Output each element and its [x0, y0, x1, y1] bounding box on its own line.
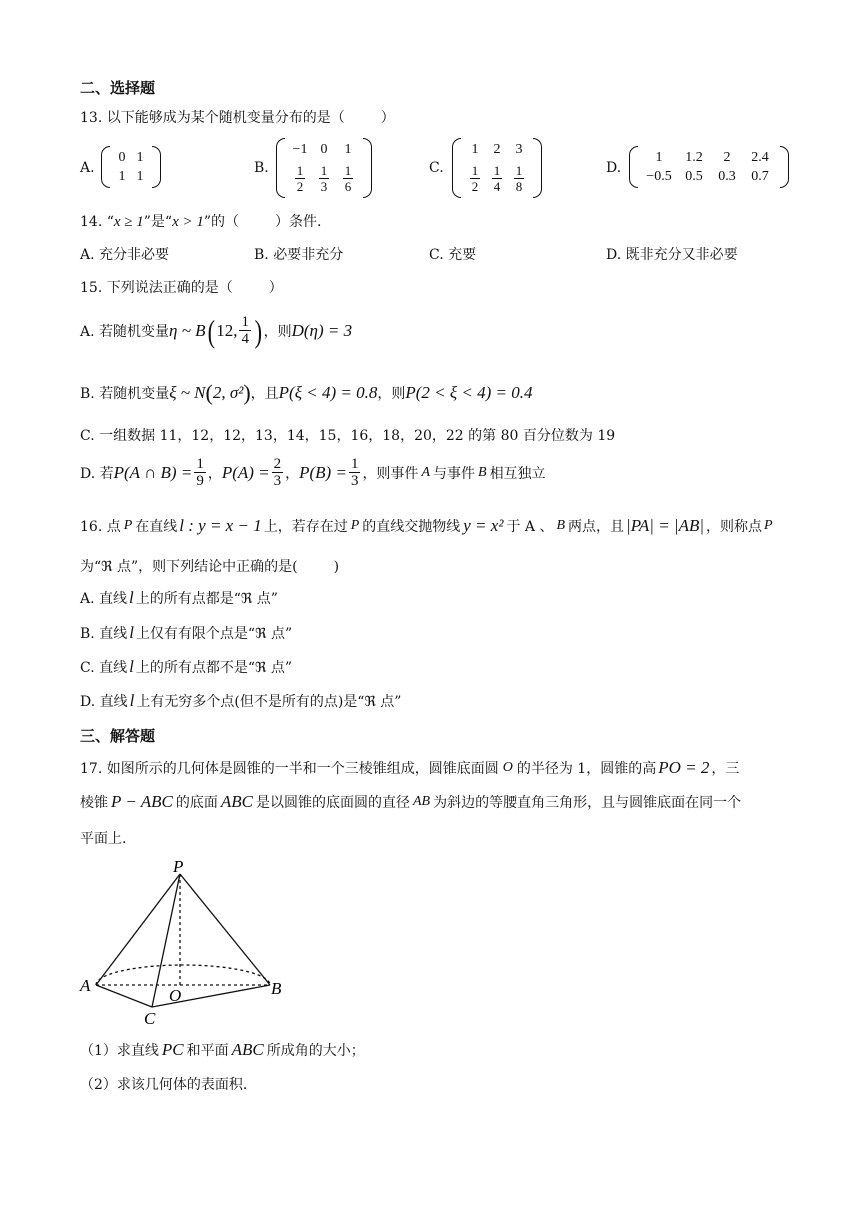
q16-option-b: B. 直线 l 上仅有有限个点是“ℜ 点”	[80, 623, 293, 642]
q17-subquestion-2: （2）求该几何体的表面积.	[80, 1077, 248, 1093]
q14-option-d: D. 既非充分又非必要	[606, 247, 738, 263]
label-c: C	[144, 1009, 156, 1028]
q17-stem-line3: 平面上.	[80, 831, 127, 847]
q13-option-a-matrix: 0 1 1 1	[101, 146, 161, 188]
q16-option-d: D. 直线 l 上有无穷多个点(但不是所有的点)是“ℜ 点”	[80, 691, 402, 710]
q17-geometry-figure	[74, 852, 304, 1030]
label-a: A	[80, 976, 91, 995]
edge-pb	[180, 874, 270, 985]
q15-option-a: A. 若随机变量 η ~ B ( 12, $\frac{1}{4}$ ) ，则 D(η) = 3	[80, 312, 353, 349]
q15-option-d: D. 若 P(A ∩ B) = $\frac{1}{9}$ ， P(A) = $\frac{2}{3}$ ， P(B) = $\frac{1}{3}$ ，则事件 A 与事件 B 相互独立	[80, 456, 546, 489]
label-b: B	[271, 979, 282, 998]
cone-base-back-arc	[96, 965, 270, 985]
q13-option-d-label: D.	[606, 160, 622, 176]
q14-option-c: C. 充要	[429, 247, 477, 263]
q17-stem-line1: 17. 如图所示的几何体是圆锥的一半和一个三棱锥组成，圆锥底面圆 O 的半径为 1，圆锥的高 PO = 2 ，三	[80, 758, 740, 777]
q15-option-c: C. 一组数据 11，12，12，13，14，15，16，18，20，22 的第 80 百分位数为 19	[80, 428, 616, 444]
q17-subquestion-1: （1）求直线 PC 和平面 ABC 所成角的大小；	[80, 1040, 365, 1059]
q16-option-a: A. 直线 l 上的所有点都是“ℜ 点”	[80, 588, 278, 607]
q15-option-b: B. 若随机变量 ξ ~ N ( 2, σ² ) ，且 P(ξ < 4) = 0.8 ，则 P(2 < ξ < 4) = 0.4	[80, 380, 533, 405]
q14-option-b: B. 必要非充分	[254, 247, 344, 263]
q13-option-d-matrix: 1 1.2 2 2.4 −0.5 0.5 0.3 0.7	[629, 146, 789, 188]
q14-option-a: A. 充分非必要	[80, 247, 170, 263]
edge-ac	[96, 985, 152, 1007]
label-o: O	[169, 986, 182, 1005]
q13-option-c-matrix: 1 2 3 $\frac{1}{2}$ $\frac{1}{4}$ $\frac{1}{8}$	[452, 138, 542, 198]
q13-stem: 13. 以下能够成为某个随机变量分布的是（ ）	[80, 110, 395, 126]
q13-option-a-label: A.	[80, 160, 95, 176]
q14-stem: 14. “x ≥ 1”是“x > 1”的（ ）条件.	[80, 214, 322, 230]
q13-option-b-label: B.	[254, 160, 269, 176]
section-title-answer: 三、解答题	[80, 727, 156, 745]
q16-stem-line2: 为“ℜ 点”，则下列结论中正确的是( )	[80, 559, 340, 575]
q15-stem: 15. 下列说法正确的是（ ）	[80, 280, 283, 296]
q13-option-b-matrix: −1 0 1 $\frac{1}{2}$ $\frac{1}{3}$ $\frac{1}{6}$	[276, 138, 372, 198]
q13-option-c-label: C.	[429, 160, 444, 176]
label-p: P	[173, 857, 184, 876]
section-title-choice: 二、选择题	[80, 79, 156, 97]
q17-stem-line2: 棱锥 P − ABC 的底面 ABC 是以圆锥的底面圆的直径 AB 为斜边的等腰直角三角形，且与圆锥底面在同一个	[80, 792, 742, 811]
q16-stem-line1: 16. 点 P 在直线 l : y = x − 1 上，若存在过 P 的直线交抛物线 y = x² 于 A 、 B 两点，且 |PA| = |AB| ，则称点 P	[80, 516, 773, 535]
q16-option-c: C. 直线 l 上的所有点都不是“ℜ 点”	[80, 657, 293, 676]
edge-pa	[96, 874, 180, 985]
